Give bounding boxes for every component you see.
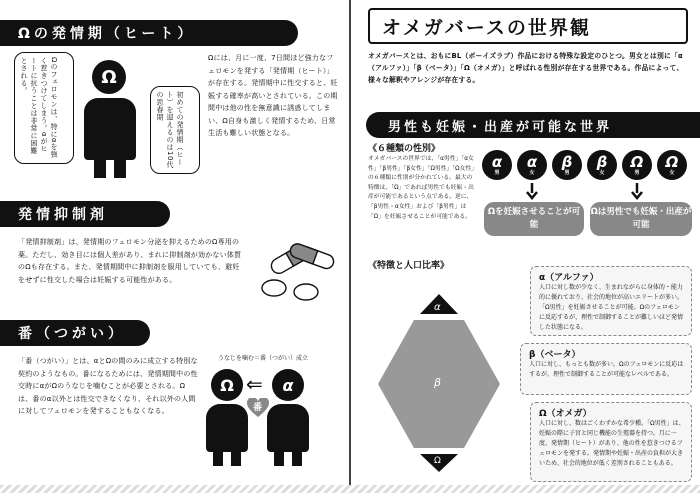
alpha-female-sex: 女 xyxy=(529,169,535,176)
intro-text: オメガバースとは、おもにBL（ボーイズラブ）作品における特殊な設定のひとつ。男女とは別に「α（アルファ）」「β（ベータ）」「Ω（オメガ）」と呼ばれる性別が存在する世界である。作品によって、様々な解釈やアレンジが存在する。 xyxy=(368,52,684,84)
arrow-down-icon xyxy=(632,183,642,198)
bond-badge: 番 xyxy=(253,403,263,413)
beta-male-sex: 男 xyxy=(564,169,570,176)
alpha-female-icon xyxy=(517,150,547,180)
omega-female-glyph: Ω xyxy=(665,152,679,171)
bite-arrow: ⇐ xyxy=(246,372,263,396)
section-heading-heat xyxy=(0,20,298,46)
traits-subtitle: 《特徴と人口比率》 xyxy=(368,261,450,271)
omega-male-glyph: Ω xyxy=(630,152,644,171)
impregnate-omega-label xyxy=(484,202,584,236)
omega-male-sex: 男 xyxy=(634,169,640,176)
pills-illustration xyxy=(256,236,342,306)
alpha-male-sex: 男 xyxy=(494,169,500,176)
symbol-arrows xyxy=(482,183,692,201)
section-heading-suppressant xyxy=(0,201,170,227)
capsule-icon xyxy=(288,242,335,271)
omega-figure-leg-right xyxy=(114,158,126,178)
omega-male-icon xyxy=(622,150,652,180)
alpha-partner-label: α xyxy=(282,375,294,395)
omega-figure-head xyxy=(92,60,126,94)
omega-partner-head xyxy=(211,369,243,401)
main-title-box xyxy=(368,8,688,44)
page-fold xyxy=(349,0,351,493)
omega-figure-label: Ω xyxy=(101,66,117,88)
omega-pregnancy-text: Ωは男性でも妊娠・出産が可能 xyxy=(590,207,692,230)
beta-class-title: β（ベータ） xyxy=(529,350,581,360)
section-title-pregnancy: 男性も妊娠・出産が可能な世界 xyxy=(388,119,613,135)
section-body-heat: Ωには、月に一度、7日間ほど強力なフェロモンを発する「発情期（ヒート）」が存在する。発情期中に性交すると、妊娠する確率が高いとされている。この期間中は他の性を無意識に誘惑してしまい、Ω自身も激しく発情するため、日常生活も難しい状態となる。 xyxy=(208,54,338,137)
alpha-partner-body xyxy=(267,404,309,452)
beta-male-icon xyxy=(552,150,582,180)
alpha-male-icon xyxy=(482,150,512,180)
omega-partner-leg-left xyxy=(213,450,223,466)
omega-pregnancy-label xyxy=(590,202,692,236)
beta-male-glyph: β xyxy=(561,152,573,171)
bubble-alpha-attraction-text: Ωのフェロモンは、特にαを強く惹きつけてしまう。αがヒートに抗うことは非常に困難とされる。 xyxy=(20,57,58,158)
section-body-suppressant: 「発情抑制剤」は、発情期のフェロモン分泌を抑えるためのΩ専用の薬。ただし、効き目には個人差があり、まれに抑制剤が効かない体質のΩも存在する。また、発情期間中に抑制剤を服用していても、避妊をせずに性交した場合は妊娠する可能性がある。 xyxy=(18,238,242,284)
tablet-icon xyxy=(262,280,286,296)
section-heading-bond xyxy=(0,320,150,346)
omega-partner-leg-right xyxy=(231,450,241,466)
bubble-first-heat-text: 初めての発情期（ヒート）を迎えるのは10代の思春期 xyxy=(156,91,184,169)
omega-female-icon xyxy=(657,150,687,180)
beta-class-body: 人口に対し、もっとも数が多い。Ωのフェロモンに反応はするが、理性で制御することが可能なレベルである。 xyxy=(529,361,684,378)
section-body-bond: 「番（つがい）」とは、αとΩの間のみに成立する特別な契約のようなもの。番になるためには、発情期間中の性交時にαがΩのうなじを噛むことが必要とされる。Ωは、番のα以外とは性交できなくなり、それ以外の人間に対してフェロモンを発することもなくなる。 xyxy=(18,357,198,415)
alpha-class-title: α（アルファ） xyxy=(539,273,599,283)
six-genders-subtitle: 《６種類の性別》 xyxy=(368,144,441,154)
section-heading-pregnancy xyxy=(366,112,700,138)
alpha-class-body: 人口に対し数が少なく、生まれながらに身体的・能力的に優れており、社会的地位が高いエリートが多い。「Ω男性」を妊娠させることが可能。Ωのフェロモンに反応するが、理性で制御することが難しいほど発情した状態になる。 xyxy=(539,284,684,331)
beta-female-icon xyxy=(587,150,617,180)
omega-class-title: Ω（オメガ） xyxy=(539,409,592,419)
omega-figure-leg-left xyxy=(94,158,106,178)
omega-class-body: 人口に対し、数はごくわずかな希少種。「Ω男性」は、妊娠の際に子宮と同じ機能の生殖器を持つ。月に一度、発情期（ヒート）があり、他の性を惹きつけるフェロモンを発する。発情期や妊娠・出産の負担が大きいため、社会的地位が低く差別されることもある。 xyxy=(539,420,685,467)
six-genders-body: オメガバースの世界では、「α男性」「α女性」「β男性」「β女性」「Ω男性」「Ω女性」の６種類に性別が分かれている。最大の特徴は、「Ω」であれば男性でも妊娠・出産が可能であるという点である。逆に、「β男性・α女性」および「β男性」は「Ω」を妊娠させることが可能である。 xyxy=(368,156,475,220)
main-title: オメガバースの世界観 xyxy=(382,16,591,39)
omega-partner-body xyxy=(206,404,248,452)
beta-female-glyph: β xyxy=(596,152,608,171)
section-title-suppressant: 発情抑制剤 xyxy=(18,207,108,223)
pyramid-beta-label: β xyxy=(434,376,442,389)
alpha-class-box xyxy=(530,266,692,336)
bond-caption: うなじを噛む＝番（つがい）成立 xyxy=(218,355,309,362)
section-title-bond: 番（つがい） xyxy=(18,326,126,342)
bond-heart-icon xyxy=(247,398,269,418)
pyramid-omega-label: Ω xyxy=(434,456,441,466)
impregnate-omega-text: Ωを妊娠させることが可能 xyxy=(487,207,581,230)
alpha-partner-leg-right xyxy=(292,450,302,466)
alpha-female-glyph: α xyxy=(526,152,538,171)
bottom-stripe xyxy=(0,485,700,493)
beta-female-sex: 女 xyxy=(599,169,605,176)
alpha-partner-head xyxy=(272,369,304,401)
omega-partner-label: Ω xyxy=(220,375,234,395)
alpha-male-glyph: α xyxy=(491,152,503,171)
bubble-alpha-attraction xyxy=(14,52,74,164)
pyramid-alpha-label: α xyxy=(434,302,441,313)
arrow-down-icon xyxy=(527,183,537,198)
omega-female-sex: 女 xyxy=(669,169,675,176)
alpha-partner-leg-left xyxy=(274,450,284,466)
tablet-icon xyxy=(294,284,318,300)
beta-class-box xyxy=(520,343,692,395)
omega-figure-body xyxy=(84,98,136,160)
section-title-heat: Ωの発情期（ヒート） xyxy=(18,26,196,42)
bubble-first-heat xyxy=(150,86,200,174)
omega-class-box xyxy=(530,402,692,482)
